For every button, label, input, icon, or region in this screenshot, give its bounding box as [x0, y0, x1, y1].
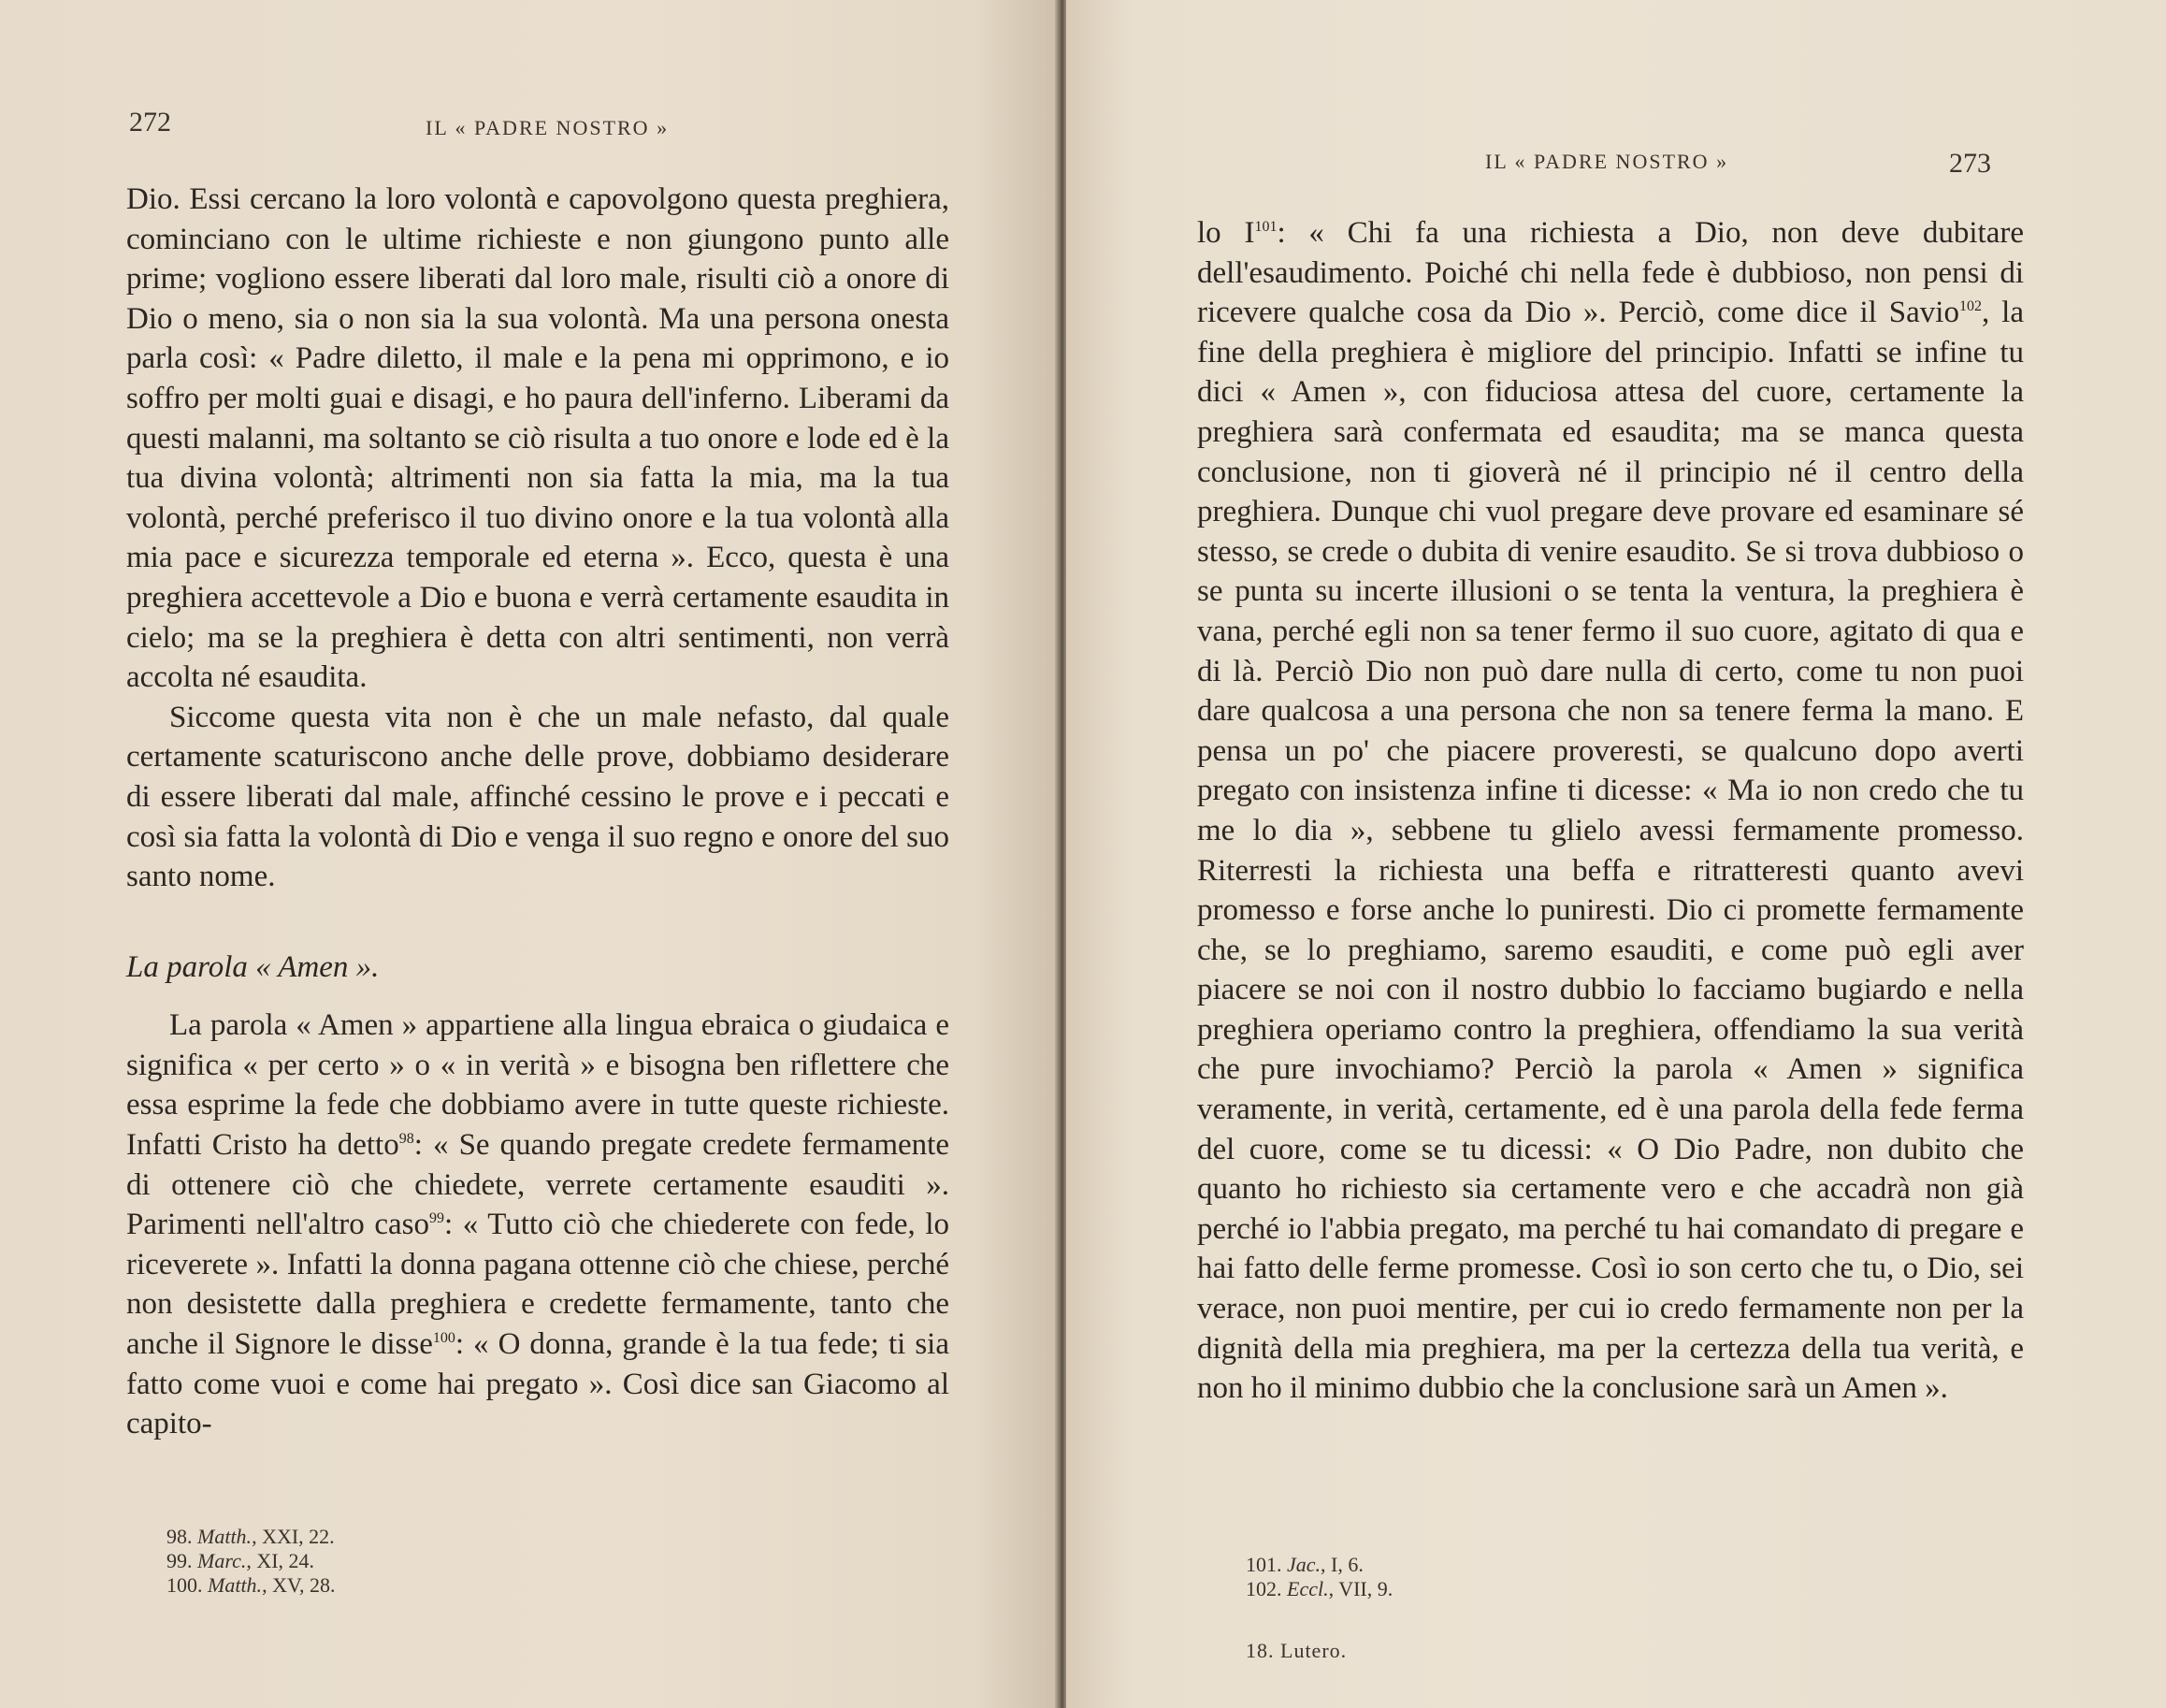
footnotes-left [166, 1525, 336, 1598]
paragraph [1197, 213, 2024, 1409]
page-number-right: 273 [1949, 148, 1991, 179]
running-head-left: IL « PADRE NOSTRO » [426, 116, 670, 139]
footnote [166, 1573, 336, 1598]
text-run: , la fine della preghiera è migliore del principio. Infatti se infine tu dici « Amen », con fiduciosa attesa del cuore, certamente la preghiera sarà confermata ed esaudita; ma se manca questa conclusione, non ti gioverà né il principio né il centro della preghiera. Dunque chi vuol pregare deve provare ed esaminare sé stesso, se crede o dubita di venire esaudito. Se si trova dubbioso o se punta su incerte illusioni o se tenta la ventura, la preghiera è vana, perché egli non sa tener fermo il suo cuore, agitato di qua e di là. Perciò Dio non può dare nulla di certo, come tu non puoi dare qualcosa a una persona che non sa tenere ferma la mano. E pensa un po' che piacere proveresti, se qualcuno dopo averti pregato con insistenza infine ti dicesse: « Ma io non credo che tu me lo dia », sebbene tu glielo avessi fermamente promesso. Riterresti la richiesta una beffa e ritratteresti quanto avevi promesso e forse anche lo puniresti. Dio ci promette fermamente che, se lo preghiamo, saremo esauditi, e come può egli aver piacere se noi con il nostro dubbio lo facciamo bugiardo e nella preghiera operiamo contro la preghiera, offendiamo la sua verità che pure invochiamo? Perciò la parola « Amen » significa veramente, in verità, certamente, ed è una parola della fede ferma del cuore, come se tu dicessi: « O Dio Padre, non dubito che quanto ho richiesto sia certamente vero e che accadrà non già perché io l'abbia pregato, ma perché tu hai comandato di pregare e hai fatto delle ferme promesse. Così io son certo che tu, o Dio, sei verace, non puoi mentire, per cui io credo fermamente non per la dignità della mia preghiera, ma per la certezza della tua verità, e non ho il minimo dubbio che la conclusione sarà un Amen ». [1197, 296, 2024, 1406]
text-run: : « Se quando pregate credete fermamente di ottenere ciò che chiedete, verrete certamente esauditi ». Parimenti nell'altro caso [126, 1128, 949, 1242]
paragraph: Siccome questa vita non è che un male nefasto, dal quale certamente scaturiscono anche delle prove, dobbiamo desiderare di essere liberati dal male, affinché cessino le prove e i peccati e così sia fatta la volontà di Dio e venga il suo regno e onore del suo santo nome. [126, 700, 949, 894]
footnote-book: Matth. [197, 1525, 253, 1548]
footnote-ref[interactable]: 102 [1958, 298, 1982, 315]
text-run: La parola « Amen » appartiene alla lingua ebraica o giudaica e significa « per certo » o « in verità » e bisogna ben riflettere che essa esprime la fede che dobbiamo avere in tutte queste richieste. Infatti Cristo ha detto [126, 1008, 949, 1163]
signature-mark: 18. Lutero. [1246, 1639, 1348, 1662]
paragraph [126, 1006, 949, 1444]
paragraph: Dio. Essi cercano la loro volontà e capovolgono questa preghiera, cominciano con le ultime richieste e non giungono punto alle prime; vogliono essere liberati dal loro male, risulti ciò a onore di Dio o meno, sia o non sia la sua volontà. Ma una persona onesta parla così: « Padre diletto, il male e la pena mi opprimono, e io soffro per molti guai e disagi, e ho paura dell'inferno. Liberami da questi malanni, ma soltanto se ciò risulta a tuo onore e lode ed è la tua divina volontà; altrimenti non sia fatta la mia, ma la tua volontà, perché preferisco il tuo divino onore e la tua volontà alla mia pace e sicurezza temporale ed eterna ». Ecco, questa è una preghiera accettevole a Dio e buona e verrà certamente esaudita in cielo; ma se la preghiera è detta con altri sentimenti, non verrà accolta né esaudita. [126, 182, 949, 695]
footnote [166, 1549, 336, 1573]
footnote-citation: , XXI, 22. [252, 1525, 335, 1548]
footnote-number: 99. [166, 1549, 193, 1572]
footnote [1246, 1553, 1393, 1577]
footnote-citation: , XI, 24. [246, 1549, 315, 1572]
footnote-book: Jac. [1287, 1553, 1321, 1576]
footnote-number: 98. [166, 1525, 193, 1548]
footnote-ref[interactable]: 98 [398, 1131, 414, 1148]
footnote-number: 100. [166, 1573, 203, 1597]
footnote [1246, 1577, 1393, 1601]
text-run: lo I [1197, 216, 1255, 250]
footnotes-right [1246, 1553, 1393, 1601]
left-page [0, 0, 1060, 1708]
running-head-right: IL « PADRE NOSTRO » [1485, 150, 1729, 173]
text-run: : « Chi fa una richiesta a Dio, non deve dubitare dell'esaudimento. Poiché chi nella fede è dubbioso, non pensi di ricevere qualche cosa da Dio ». Perciò, come dice il Savio [1197, 216, 2024, 330]
footnote [166, 1525, 336, 1549]
footnote-citation: , I, 6. [1321, 1553, 1364, 1576]
text-run: : « O donna, grande è la tua fede; ti sia fatto come vuoi e come hai pregato ». Così dice san Giacomo al capito- [126, 1327, 949, 1441]
footnote-ref[interactable]: 100 [432, 1330, 455, 1347]
footnote-ref[interactable]: 99 [429, 1210, 444, 1227]
footnote-number: 102. [1246, 1577, 1282, 1600]
footnote-citation: , VII, 9. [1328, 1577, 1393, 1600]
footnote-number: 101. [1246, 1553, 1282, 1576]
footnote-book: Matth. [208, 1573, 263, 1597]
footnote-book: Marc. [197, 1549, 247, 1572]
right-text-block [1197, 213, 2024, 1409]
footnote-book: Eccl. [1287, 1577, 1329, 1600]
footnote-citation: , XV, 28. [262, 1573, 336, 1597]
section-title: La parola « Amen ». [126, 949, 380, 984]
left-text-block [126, 180, 949, 1444]
text-run: : « Tutto ciò che chiederete con fede, lo riceverete ». Infatti la donna pagana ottenne ciò che chiese, perché non desistette dalla preghiera e credette fermamente, tanto che anche il Signore le disse [126, 1208, 949, 1362]
page-number-left: 272 [129, 107, 171, 138]
right-page [1066, 0, 2166, 1708]
footnote-ref[interactable]: 101 [1254, 219, 1278, 235]
